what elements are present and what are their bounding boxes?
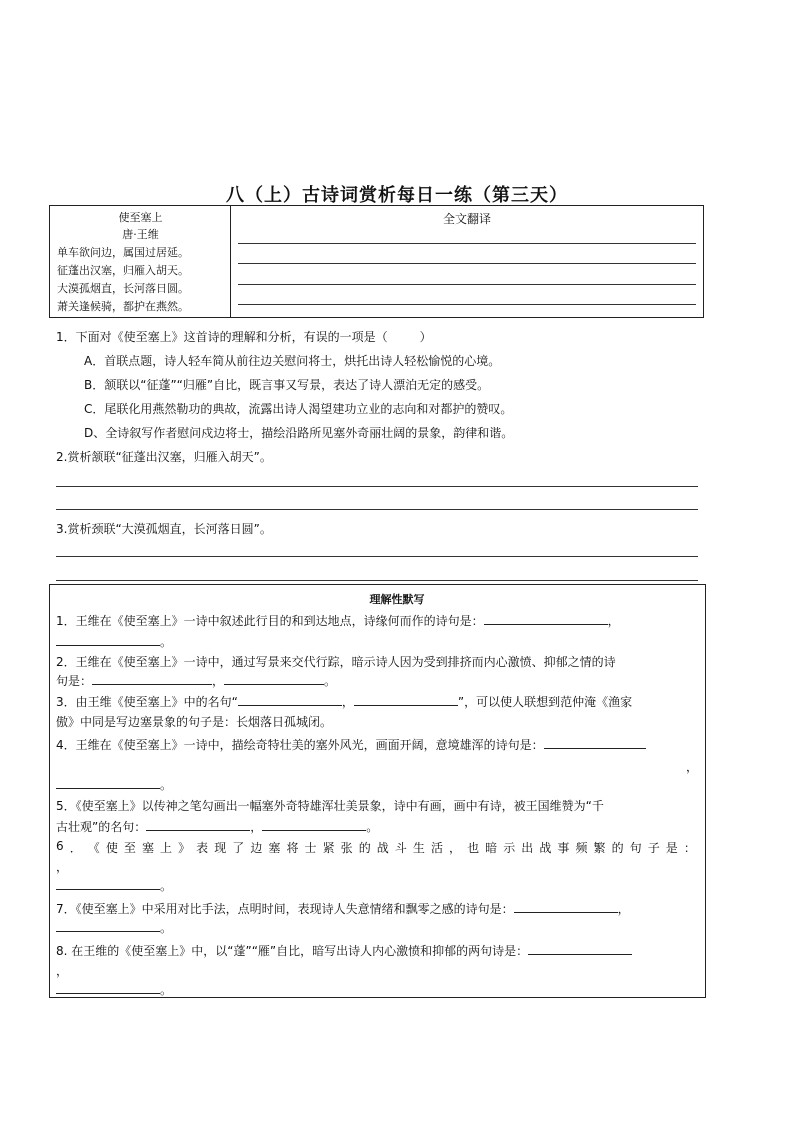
- answer-blank[interactable]: [56, 982, 160, 994]
- c: 塞: [268, 841, 281, 855]
- c: 频: [575, 841, 588, 855]
- answer-line[interactable]: [56, 556, 698, 557]
- c: 将: [286, 841, 299, 855]
- question-2: 2.赏析颔联“征蓬出汉塞，归雁入胡天”。: [56, 450, 272, 464]
- punct: ，: [212, 674, 225, 688]
- item-text: 3．由王维《使至塞上》中的名句“: [56, 695, 238, 709]
- translation-line[interactable]: [238, 304, 696, 305]
- punct: 。: [366, 820, 379, 834]
- dictation-item-6-cont: [56, 877, 172, 894]
- page-title: 八（上）古诗词赏析每日一练（第三天）: [226, 185, 568, 206]
- dictation-item-4: [56, 736, 646, 753]
- question-1-stem-end: ）: [419, 330, 432, 344]
- c: 示: [503, 841, 516, 855]
- item-text: 句是：: [56, 674, 93, 688]
- dictation-item-5-cont: [56, 818, 378, 835]
- question-1-stem: 1．下面对《使至塞上》这首诗的理解和分析，有误的一项是（: [56, 330, 388, 344]
- answer-blank[interactable]: [484, 613, 608, 625]
- dictation-item-7: [56, 900, 630, 917]
- punct: 。: [160, 921, 173, 935]
- dictation-item-4-cont: [56, 776, 172, 793]
- translation-line[interactable]: [238, 263, 696, 264]
- dictation-item-1-cont: [56, 633, 172, 650]
- translation-header: 全文翻译: [442, 212, 491, 226]
- answer-line[interactable]: [56, 580, 698, 581]
- answer-blank[interactable]: [262, 819, 366, 831]
- dictation-item-6: [56, 839, 696, 856]
- dictation-item-3-cont: 傲》中同是写边塞景象的句子是：长烟落日孤城闭。: [56, 715, 333, 729]
- option-d: D、全诗叙写作者慰问戍边将士，描绘沿路所见塞外奇丽壮阔的景象，韵律和谐。: [84, 426, 514, 440]
- answer-blank[interactable]: [514, 901, 618, 913]
- dictation-item-8-cont: [56, 981, 172, 998]
- item-text: ”，可以使人联想到范仲淹《渔家: [457, 695, 633, 709]
- c: 的: [611, 841, 624, 855]
- answer-blank[interactable]: [354, 694, 458, 706]
- c: 表: [196, 841, 209, 855]
- dictation-item-2: 2．王维在《使至塞上》一诗中，通过写景来交代行踪，暗示诗人因为受到排挤而内心激愤、抑郁之情的诗: [56, 655, 616, 669]
- item-text: 1．王维在《使至塞上》一诗中叙述此行目的和到达地点，诗缘何而作的诗句是：: [56, 614, 484, 628]
- punct: ，: [250, 820, 263, 834]
- c: 是: [665, 841, 678, 855]
- c: 也: [467, 841, 480, 855]
- poem-table: [49, 205, 704, 318]
- poem-line: 单车欲问边，属国过居延。: [57, 246, 189, 259]
- poem-author: 唐·王维: [122, 228, 159, 241]
- dictation-item-6-comma: ，: [56, 860, 69, 874]
- answer-blank[interactable]: [146, 819, 250, 831]
- c: 6: [56, 839, 64, 853]
- c: 的: [358, 841, 371, 855]
- c: 子: [647, 841, 660, 855]
- dictation-item-2-cont: [56, 672, 336, 689]
- answer-blank[interactable]: [224, 673, 324, 685]
- poem-line: 萧关逢候骑，都护在燕然。: [57, 300, 189, 313]
- poem-column: [50, 206, 231, 317]
- poem-title: 使至塞上: [118, 211, 163, 224]
- c: 》: [178, 841, 191, 855]
- c: 战: [539, 841, 552, 855]
- dictation-title: 理解性默写: [369, 593, 425, 606]
- c: 现: [214, 841, 227, 855]
- punct: 。: [160, 983, 173, 997]
- c: 事: [557, 841, 570, 855]
- punct: 。: [160, 879, 173, 893]
- c: 紧: [322, 841, 335, 855]
- c: 暗: [485, 841, 498, 855]
- c: 繁: [593, 841, 606, 855]
- translation-line[interactable]: [238, 284, 696, 285]
- c: 边: [250, 841, 263, 855]
- option-b: B．颔联以“征蓬”“归雁”自比，既言事又写景，表达了诗人漂泊无定的感受。: [84, 378, 490, 392]
- c: 士: [304, 841, 317, 855]
- punct: 。: [324, 674, 337, 688]
- answer-blank[interactable]: [56, 634, 160, 646]
- option-a: A．首联点题，诗人轻车简从前往边关慰问将士，烘托出诗人轻松愉悦的心境。: [84, 354, 501, 368]
- c: 了: [232, 841, 245, 855]
- translation-column: [231, 206, 703, 317]
- punct: ，: [617, 902, 630, 916]
- item-text: 8. 在王维的《使至塞上》中，以“蓬”“雁”自比，暗写出诗人内心激愤和抑郁的两句诗是：: [56, 944, 529, 958]
- answer-blank[interactable]: [56, 920, 160, 932]
- question-1: [56, 328, 432, 345]
- poem-line: 大漠孤烟直，长河落日圆。: [57, 282, 189, 295]
- c: 活: [430, 841, 443, 855]
- c: ：: [683, 841, 696, 855]
- answer-blank[interactable]: [528, 943, 632, 955]
- c: 斗: [394, 841, 407, 855]
- item-text: 4．王维在《使至塞上》一诗中，描绘奇特壮美的塞外风光，画面开阔，意境雄浑的诗句是：: [56, 738, 544, 752]
- answer-blank[interactable]: [238, 694, 342, 706]
- dictation-item-1: [56, 612, 620, 629]
- dictation-item-5: 5．《使至塞上》以传神之笔勾画出一幅塞外奇特雄浑壮美景象，诗中有画，画中有诗，被王国维赞为“千: [56, 799, 604, 813]
- answer-blank[interactable]: [92, 673, 212, 685]
- c: ．: [69, 841, 82, 855]
- dictation-item-4-comma: ，: [686, 760, 699, 774]
- answer-blank[interactable]: [544, 737, 646, 749]
- punct: ，: [341, 695, 354, 709]
- punct: ，: [607, 614, 620, 628]
- c: 使: [105, 841, 118, 855]
- punct: 。: [160, 635, 173, 649]
- c: 上: [160, 841, 173, 855]
- option-c: C．尾联化用燕然勒功的典故，流露出诗人渴望建功立业的志向和对都护的赞叹。: [84, 402, 513, 416]
- translation-line[interactable]: [238, 243, 696, 244]
- c: 战: [376, 841, 389, 855]
- item-text: 7．《使至塞上》中采用对比手法，点明时间，表现诗人失意情绪和飘零之感的诗句是：: [56, 902, 514, 916]
- c: 塞: [141, 841, 154, 855]
- poem-line: 征蓬出汉塞，归雁入胡天。: [57, 264, 189, 277]
- c: 句: [629, 841, 642, 855]
- answer-line[interactable]: [56, 486, 698, 487]
- dictation-item-8: [56, 942, 632, 959]
- dictation-item-8-comma: ，: [56, 964, 69, 978]
- c: 《: [87, 841, 100, 855]
- dictation-item-7-cont: [56, 919, 172, 936]
- c: 生: [412, 841, 425, 855]
- answer-blank[interactable]: [56, 878, 160, 890]
- dictation-item-3: [56, 693, 632, 710]
- punct: 。: [160, 778, 173, 792]
- c: 张: [340, 841, 353, 855]
- c: 出: [521, 841, 534, 855]
- question-3: 3.赏析颈联“大漠孤烟直，长河落日圆”。: [56, 522, 272, 536]
- c: 至: [123, 841, 136, 855]
- answer-blank[interactable]: [56, 777, 160, 789]
- c: ，: [449, 841, 462, 855]
- item-text: 古壮观”的名句：: [56, 820, 147, 834]
- answer-line[interactable]: [56, 509, 698, 510]
